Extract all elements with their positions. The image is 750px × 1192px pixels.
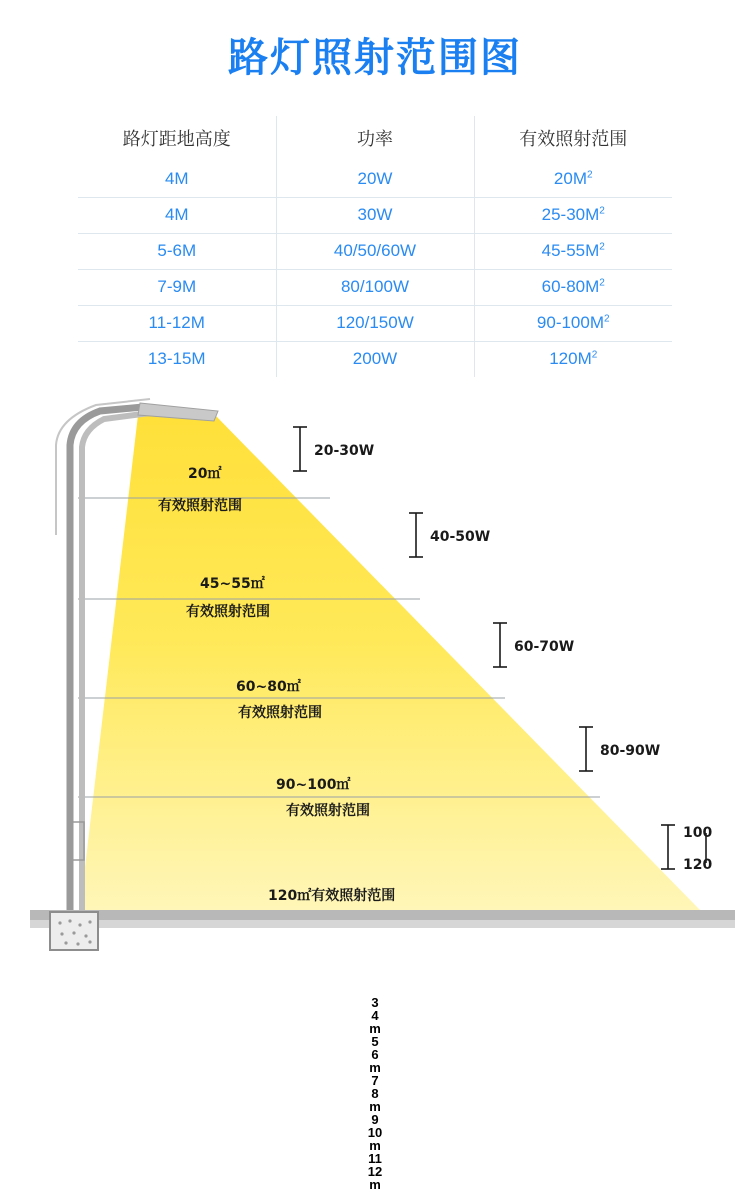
band-caption-2: 有效照射范围 (186, 604, 270, 620)
wattage-label-4: 80-90W (600, 743, 661, 759)
height-bottom-2: 6 (371, 1047, 379, 1062)
cell-height: 4M (78, 198, 276, 234)
band-caption-4: 有效照射范围 (286, 803, 370, 819)
height-unit-2: m (369, 1060, 381, 1075)
wattage-label-1: 20-30W (314, 443, 375, 459)
wattage-label-5-bottom: 120 (683, 857, 713, 873)
ground-shadow (30, 920, 735, 928)
cell-range: $120M^2$ (549, 349, 598, 368)
cell-height: 13-15M (78, 342, 276, 378)
cell-height: 7-9M (78, 270, 276, 306)
table-header-row (78, 116, 672, 162)
cell-range: $25-30M^2$ (474, 198, 672, 234)
column-header-height: 路灯距地高度 (78, 116, 276, 162)
cell-power: 80/100W (276, 270, 474, 306)
height-bottom-4: 10 (367, 1125, 383, 1140)
cell-height: 11-12M (78, 306, 276, 342)
height-top-1: 3 (371, 995, 379, 1010)
band-area-3: 60~80㎡ (236, 679, 301, 695)
height-label-3 (0, 1074, 750, 1113)
cell-power: 120/150W (276, 306, 474, 342)
band-area-5: 120㎡有效照射范围 (268, 888, 396, 904)
height-top-2: 5 (371, 1034, 379, 1049)
street-light-coverage-diagram (0, 385, 750, 1192)
cell-range: $20M^2$ (474, 162, 672, 198)
height-bottom-5: 12 (367, 1164, 383, 1179)
cell-height: 4M (78, 162, 276, 198)
wattage-label-3: 60-70W (514, 639, 575, 655)
cell-power: 20W (276, 162, 474, 198)
cell-power: 40/50/60W (276, 234, 474, 270)
height-label-5 (0, 1152, 750, 1191)
column-header-power: 功率 (276, 116, 474, 162)
height-bottom-3: 8 (371, 1086, 379, 1101)
table-row (78, 342, 672, 378)
table-row (78, 234, 672, 270)
cell-power: 200W (276, 342, 474, 378)
page-title: 路灯照射范围图 (228, 35, 522, 81)
band-area-2: 45~55㎡ (200, 576, 265, 592)
height-label-1 (0, 996, 750, 1035)
table-row (78, 306, 672, 342)
height-top-4: 9 (371, 1112, 379, 1127)
ground-surface (30, 910, 735, 920)
table-row (78, 270, 672, 306)
cell-range: $90-100M^2$ (474, 306, 672, 342)
cell-range: $45-55M^2$ (474, 234, 672, 270)
cell-range: $60-80M^2$ (474, 270, 672, 306)
table-row (78, 162, 672, 198)
cell-power: 30W (276, 198, 474, 234)
light-beam-cone (80, 415, 700, 910)
height-unit-4: m (369, 1138, 381, 1153)
table-row (78, 198, 672, 234)
height-top-3: 7 (371, 1073, 379, 1088)
height-label-4 (0, 1113, 750, 1152)
height-unit-1: m (369, 1021, 381, 1036)
band-area-4: 90~100㎡ (276, 777, 351, 793)
height-label-2 (0, 1035, 750, 1074)
spec-table (78, 116, 672, 377)
height-bottom-1: 4 (371, 1008, 379, 1023)
height-top-5: 11 (368, 1151, 382, 1166)
height-unit-3: m (369, 1099, 381, 1114)
wattage-label-2: 40-50W (430, 529, 491, 545)
height-unit-5: m (369, 1177, 381, 1192)
wattage-label-5-top: 100 (683, 825, 713, 841)
band-caption-1: 有效照射范围 (158, 498, 242, 514)
band-area-1: 20㎡ (188, 466, 222, 482)
cell-height: 5-6M (78, 234, 276, 270)
column-header-range: 有效照射范围 (519, 129, 628, 149)
band-caption-3: 有效照射范围 (238, 705, 322, 721)
